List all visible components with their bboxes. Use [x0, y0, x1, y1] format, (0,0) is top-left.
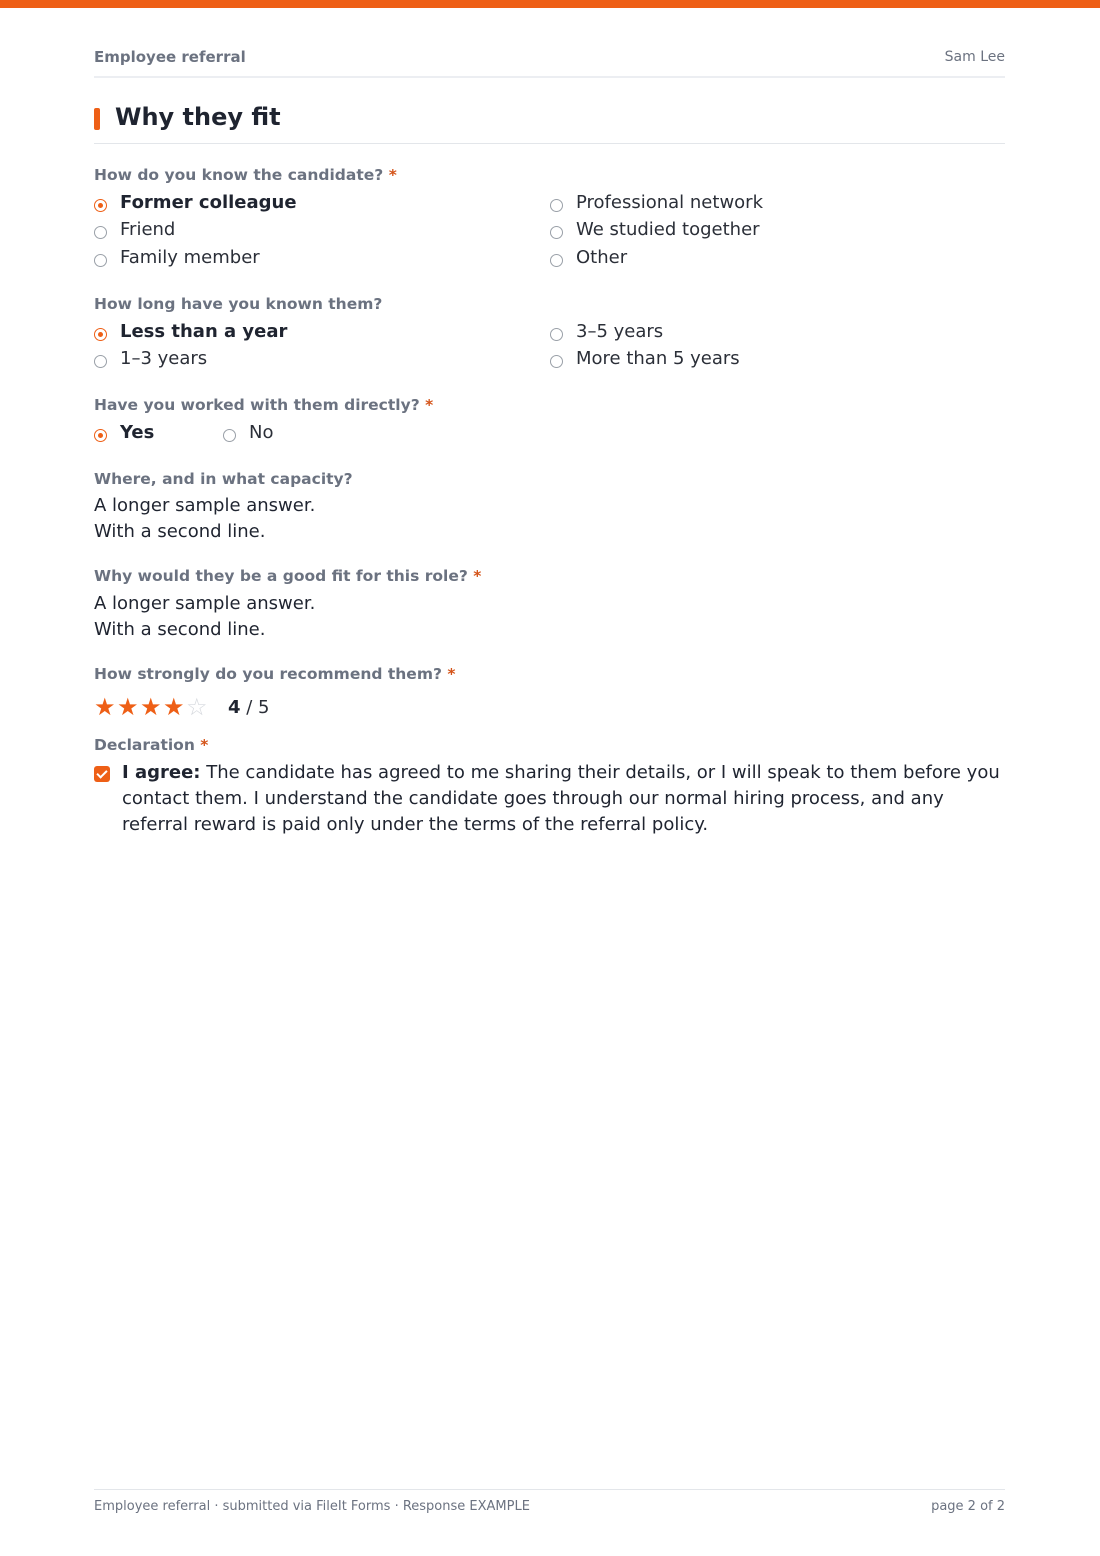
- required-marker: *: [447, 665, 456, 683]
- radio-selected-icon: [94, 199, 107, 212]
- required-marker: *: [388, 166, 397, 184]
- answer-line: With a second line.: [94, 619, 266, 640]
- star-empty-icon[interactable]: ☆: [186, 693, 208, 721]
- star-filled-icon[interactable]: ★: [94, 693, 116, 721]
- radio-icon: [550, 328, 563, 341]
- option-label: Former colleague: [120, 192, 297, 213]
- question-label-recommend: [94, 665, 455, 683]
- section-header: [94, 100, 1005, 144]
- option-label: Yes: [120, 422, 155, 443]
- agree-label: I agree:: [122, 762, 201, 783]
- question-text: How do you know the candidate?: [94, 166, 384, 184]
- rating-number: 4: [228, 697, 241, 718]
- respondent-name: Sam Lee: [944, 49, 1005, 65]
- option-label: More than 5 years: [576, 348, 740, 369]
- page-header: [94, 48, 1005, 78]
- rating-value: [228, 697, 270, 718]
- option-label: Other: [576, 247, 628, 268]
- question-text: Declaration: [94, 736, 195, 754]
- option-label: Family member: [120, 247, 260, 268]
- rating-max: / 5: [246, 697, 270, 718]
- question-label-where: [94, 470, 353, 488]
- section-title: Why they fit: [115, 103, 281, 131]
- answer-where: [94, 493, 315, 545]
- question-label-fit: [94, 567, 481, 585]
- answer-fit: [94, 591, 315, 643]
- option-label: 1–3 years: [120, 348, 208, 369]
- page-footer: [94, 1489, 1005, 1520]
- question-text: How strongly do you recommend them?: [94, 665, 442, 683]
- question-text: Why would they be a good fit for this role?: [94, 567, 468, 585]
- option-label: 3–5 years: [576, 321, 664, 342]
- question-text: Where, and in what capacity?: [94, 470, 353, 488]
- question-label-duration: [94, 295, 382, 313]
- star-filled-icon[interactable]: ★: [117, 693, 139, 721]
- radio-icon: [550, 355, 563, 368]
- required-marker: *: [425, 396, 434, 414]
- radio-icon: [223, 429, 236, 442]
- option-label: Less than a year: [120, 321, 288, 342]
- radio-icon: [550, 254, 563, 267]
- question-label-know: [94, 166, 397, 184]
- radio-icon: [550, 226, 563, 239]
- question-text: Have you worked with them directly?: [94, 396, 420, 414]
- question-label-worked: [94, 396, 433, 414]
- declaration-checkbox[interactable]: [94, 766, 110, 782]
- radio-icon: [94, 226, 107, 239]
- option-label: Friend: [120, 219, 176, 240]
- question-label-declaration: [94, 736, 208, 754]
- declaration-body: The candidate has agreed to me sharing their details, or I will speak to them before you contact them. I understand the candidate goes through our normal hiring process, and any referral reward is paid only under the terms of the referral policy.: [122, 762, 1000, 835]
- form-title: Employee referral: [94, 48, 246, 66]
- answer-line: A longer sample answer.: [94, 495, 316, 516]
- option-label: No: [249, 422, 274, 443]
- accent-top-bar: [0, 0, 1100, 8]
- answer-line: A longer sample answer.: [94, 593, 316, 614]
- star-filled-icon[interactable]: ★: [140, 693, 162, 721]
- answer-line: With a second line.: [94, 521, 266, 542]
- radio-icon: [94, 355, 107, 368]
- required-marker: *: [473, 567, 482, 585]
- page-number: page 2 of 2: [931, 1499, 1005, 1514]
- required-marker: *: [200, 736, 209, 754]
- section-accent-bar: [94, 108, 100, 130]
- radio-selected-icon: [94, 429, 107, 442]
- option-label: We studied together: [576, 219, 760, 240]
- star-filled-icon[interactable]: ★: [163, 693, 185, 721]
- radio-icon: [550, 199, 563, 212]
- declaration-text: [122, 760, 1012, 838]
- radio-icon: [94, 254, 107, 267]
- option-label: Professional network: [576, 192, 763, 213]
- radio-selected-icon: [94, 328, 107, 341]
- question-text: How long have you known them?: [94, 295, 383, 313]
- footer-info: Employee referral · submitted via FileIt Forms · Response EXAMPLE: [94, 1499, 530, 1514]
